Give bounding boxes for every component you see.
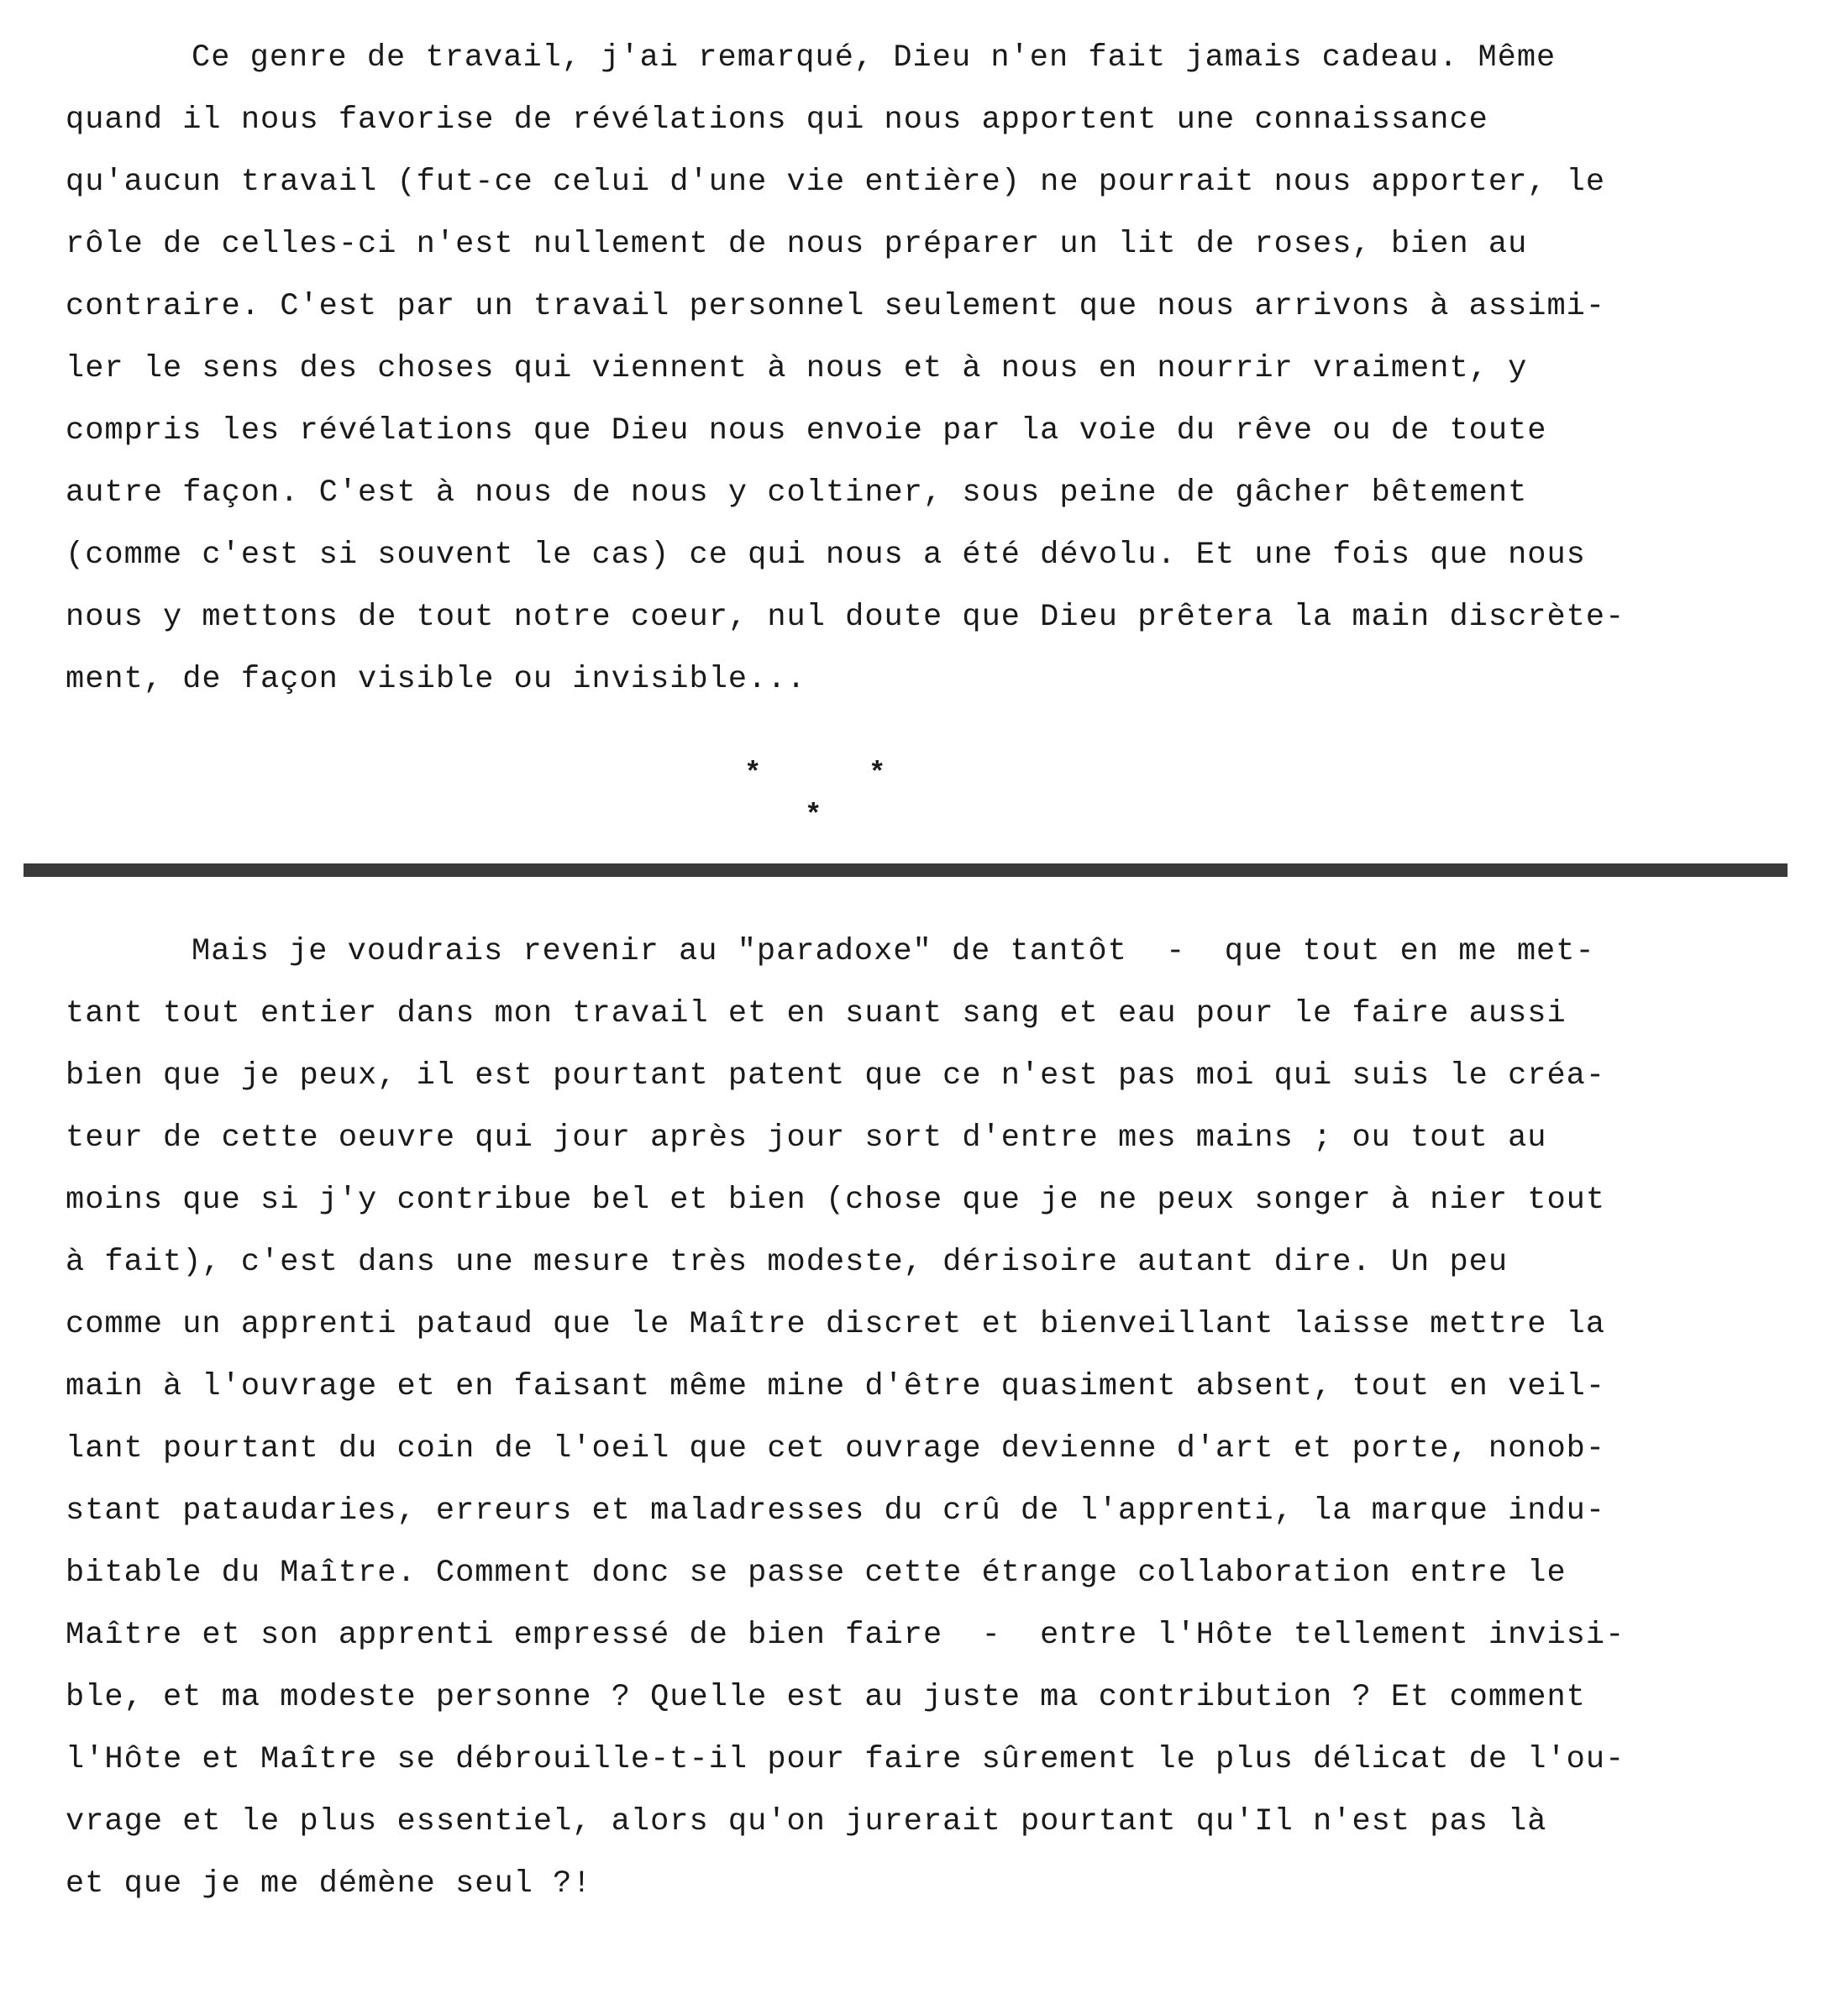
page-divider	[24, 863, 1788, 877]
paragraph-paradox	[66, 921, 1625, 1915]
text-line: ble, et ma modeste personne ? Quelle est au juste ma contribution ? Et comment	[66, 1680, 1586, 1715]
text-line: ment, de façon visible ou invisible...	[66, 662, 806, 697]
text-line: bitable du Maître. Comment donc se passe cette étrange collaboration entre le	[66, 1556, 1567, 1591]
text-line: nous y mettons de tout notre coeur, nul doute que Dieu prêtera la main discrète-	[66, 600, 1625, 635]
text-line: (comme c'est si souvent le cas) ce qui nous a été dévolu. Et une fois que nous	[66, 538, 1586, 573]
text-line: compris les révélations que Dieu nous envoie par la voie du rêve ou de toute	[66, 413, 1547, 449]
text-line: tant tout entier dans mon travail et en suant sang et eau pour le faire aussi	[66, 996, 1567, 1031]
text-line: l'Hôte et Maître se débrouille-t-il pour faire sûrement le plus délicat de l'ou-	[66, 1742, 1625, 1777]
text-line: Ce genre de travail, j'ai remarqué, Dieu n'en fait jamais cadeau. Même	[192, 40, 1557, 76]
text-line: et que je me démène seul ?!	[66, 1866, 592, 1902]
asterisk-glyph: *	[744, 758, 762, 790]
text-line: stant pataudaries, erreurs et maladresses du crû de l'apprenti, la marque indu-	[66, 1493, 1606, 1529]
text-line: lant pourtant du coin de l'oeil que cet ouvrage devienne d'art et porte, nonob-	[66, 1431, 1606, 1467]
text-line: Maître et son apprenti empressé de bien faire - entre l'Hôte tellement invisi-	[66, 1618, 1625, 1653]
asterisk-glyph: *	[869, 758, 886, 790]
text-line: Mais je voudrais revenir au "paradoxe" de tantôt - que tout en me met-	[192, 934, 1595, 969]
asterisk-glyph: *	[805, 800, 822, 832]
text-line: bien que je peux, il est pourtant patent que ce n'est pas moi qui suis le créa-	[66, 1058, 1606, 1094]
text-line: ler le sens des choses qui viennent à nous et à nous en nourrir vraiment, y	[66, 351, 1528, 386]
text-line: vrage et le plus essentiel, alors qu'on jurerait pourtant qu'Il n'est pas là	[66, 1804, 1547, 1839]
text-line: main à l'ouvrage et en faisant même mine d'être quasiment absent, tout en veil-	[66, 1369, 1606, 1404]
text-line: moins que si j'y contribue bel et bien (chose que je ne peux songer à nier tout	[66, 1183, 1606, 1218]
text-line: à fait), c'est dans une mesure très modeste, dérisoire autant dire. Un peu	[66, 1245, 1509, 1280]
text-line: rôle de celles-ci n'est nullement de nous préparer un lit de roses, bien au	[66, 227, 1528, 262]
paragraph-divine-work	[66, 27, 1625, 711]
text-line: teur de cette oeuvre qui jour après jour sort d'entre mes mains ; ou tout au	[66, 1120, 1547, 1156]
text-line: autre façon. C'est à nous de nous y coltiner, sous peine de gâcher bêtement	[66, 475, 1528, 511]
text-line: qu'aucun travail (fut-ce celui d'une vie entière) ne pourrait nous apporter, le	[66, 165, 1606, 200]
text-line: quand il nous favorise de révélations qui nous apportent une connaissance	[66, 102, 1488, 138]
text-line: comme un apprenti pataud que le Maître discret et bienveillant laisse mettre la	[66, 1307, 1606, 1342]
text-line: contraire. C'est par un travail personnel seulement que nous arrivons à assimi-	[66, 289, 1606, 324]
